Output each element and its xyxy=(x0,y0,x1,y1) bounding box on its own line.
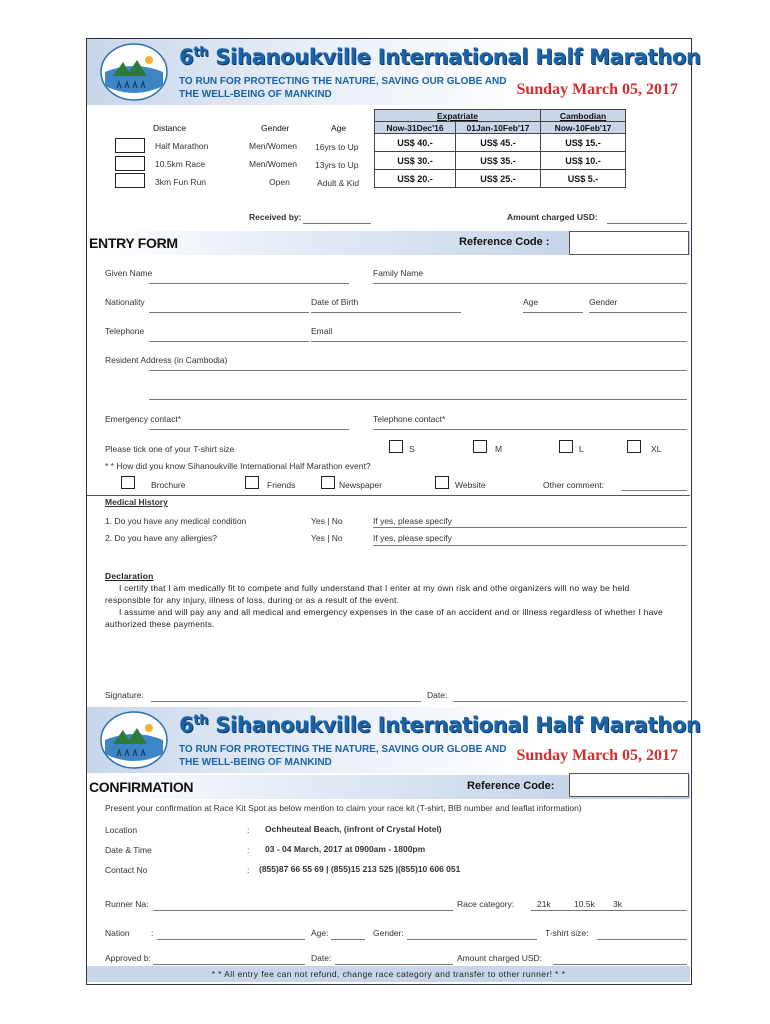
declaration-title: Declaration xyxy=(105,571,154,581)
declaration-paragraph-2: I assume and will pay any and all medical and emergency expenses in the case of an accident and or illness regardless of whether I have authorized these payments. xyxy=(105,607,663,629)
source-newspaper-checkbox[interactable] xyxy=(321,476,335,489)
distance-checkbox-10k[interactable] xyxy=(115,156,145,171)
distance-label: 10.5km Race xyxy=(155,159,206,169)
nation-label: Nation xyxy=(105,928,130,938)
age-label: Age xyxy=(523,297,539,307)
contact-label: Contact No xyxy=(105,865,148,875)
emergency-tel-label: Telephone contact* xyxy=(373,414,446,424)
banner-subtitle: TO RUN FOR PROTECTING THE NATURE, SAVING OUR GLOBE AND THE WELL-BEING OF MANKIND xyxy=(179,76,507,100)
telephone-label: Telephone xyxy=(105,326,145,336)
medical-q2-label: 2. Do you have any allergies? xyxy=(105,533,217,543)
signature-field[interactable] xyxy=(151,701,421,702)
event-logo-icon xyxy=(99,42,169,102)
tshirt-xl-checkbox[interactable] xyxy=(627,440,641,453)
date-time-colon: : xyxy=(247,845,250,855)
col-distance: Distance xyxy=(153,123,187,133)
source-friends-checkbox[interactable] xyxy=(245,476,259,489)
gender-label: Men/Women xyxy=(249,159,298,169)
address-label: Resident Address (in Cambodia) xyxy=(105,355,228,365)
runner-name-label: Runner Na: xyxy=(105,899,149,909)
contact-value: (855)87 66 55 69 | (855)15 213 525 |(855)10 606 051 xyxy=(259,864,461,874)
source-website-label: Website xyxy=(455,480,486,490)
confirmation-title: CONFIRMATION xyxy=(89,779,194,795)
fee-cell: US$ 45.- xyxy=(456,134,541,152)
source-friends-label: Friends xyxy=(267,480,296,490)
declaration-paragraph-1: I certify that I am medically fit to compete and fully understand that I enter at my own risk and othe organizers will no way be held responsible for any injury, illness of loss, during or as a result of the event. xyxy=(105,583,630,605)
fee-cell: US$ 15.- xyxy=(541,134,626,152)
medical-history-title: Medical History xyxy=(105,497,168,507)
race-category-21k: 21k xyxy=(537,899,551,909)
age-label: Age: xyxy=(311,928,329,938)
dob-field[interactable] xyxy=(311,312,461,313)
tshirt-m-checkbox[interactable] xyxy=(473,440,487,453)
address-field-2[interactable] xyxy=(149,399,687,400)
age-label: 16yrs to Up xyxy=(315,142,359,152)
event-banner xyxy=(87,39,701,105)
refund-notice: * * All entry fee can not refund, change race category and transfer to other runner! * * xyxy=(87,966,690,982)
telephone-field[interactable] xyxy=(149,341,309,342)
gender-label: Gender xyxy=(589,297,618,307)
tshirt-l-label: L xyxy=(579,444,584,454)
age-field[interactable] xyxy=(523,312,583,313)
source-brochure-label: Brochure xyxy=(151,480,186,490)
medical-q1-specify-field[interactable] xyxy=(373,527,687,528)
cambodian-header: Cambodian xyxy=(541,110,626,122)
banner-subtitle: TO RUN FOR PROTECTING THE NATURE, SAVING OUR GLOBE AND THE WELL-BEING OF MANKIND xyxy=(179,744,507,768)
received-by-label: Received by: xyxy=(249,212,302,222)
family-name-field[interactable] xyxy=(373,283,687,284)
runner-name-field[interactable] xyxy=(153,910,453,911)
emergency-contact-field[interactable] xyxy=(149,429,349,430)
location-label: Location xyxy=(105,825,138,835)
event-logo-icon xyxy=(99,710,169,770)
nationality-field[interactable] xyxy=(149,312,309,313)
tshirt-xl-label: XL xyxy=(651,444,662,454)
declaration-date-field[interactable] xyxy=(453,701,687,702)
race-category-3k: 3k xyxy=(613,899,622,909)
gender-field[interactable] xyxy=(407,939,537,940)
approved-by-field[interactable] xyxy=(153,964,305,965)
emergency-contact-label: Emergency contact* xyxy=(105,414,182,424)
expatriate-header: Expatriate xyxy=(375,110,541,122)
tshirt-size-label: T-shirt size: xyxy=(545,928,589,938)
tshirt-l-checkbox[interactable] xyxy=(559,440,573,453)
source-website-checkbox[interactable] xyxy=(435,476,449,489)
gender-label: Open xyxy=(269,177,290,187)
address-field-1[interactable] xyxy=(149,370,687,371)
amount-charged-label: Amount charged USD: xyxy=(507,212,598,222)
contact-colon: : xyxy=(247,865,250,875)
approval-date-label: Date: xyxy=(311,953,332,963)
date-time-value: 03 - 04 March, 2017 at 0900am - 1800pm xyxy=(265,844,426,854)
gender-label: Men/Women xyxy=(249,141,298,151)
distance-label: 3km Fun Run xyxy=(155,177,207,187)
age-field[interactable] xyxy=(331,939,365,940)
age-label: 13yrs to Up xyxy=(315,160,359,170)
distance-checkbox-3k[interactable] xyxy=(115,173,145,188)
fee-table xyxy=(374,109,626,188)
nation-colon: : xyxy=(151,928,154,938)
email-label: Email xyxy=(311,326,333,336)
nation-field[interactable] xyxy=(157,939,305,940)
tshirt-m-label: M xyxy=(495,444,503,454)
family-name-label: Family Name xyxy=(373,268,424,278)
given-name-field[interactable] xyxy=(149,283,349,284)
dob-label: Date of Birth xyxy=(311,297,359,307)
approved-by-label: Approved b: xyxy=(105,953,151,963)
location-colon: : xyxy=(247,825,250,835)
banner-date: Sunday March 05, 2017 xyxy=(516,747,678,764)
medical-q2-specify-field[interactable] xyxy=(373,545,687,546)
emergency-tel-field[interactable] xyxy=(373,429,687,430)
date-time-label: Date & Time xyxy=(105,845,152,855)
banner-title: 6th Sihanoukville International Half Marathon xyxy=(179,713,701,737)
medical-q1-yesno: Yes | No xyxy=(311,516,343,526)
distance-label: Half Marathon xyxy=(155,141,209,151)
tshirt-size-field[interactable] xyxy=(597,939,687,940)
tshirt-s-label: S xyxy=(409,444,415,454)
signature-label: Signature: xyxy=(105,690,144,700)
fee-cell: US$ 35.- xyxy=(456,152,541,170)
confirmation-banner xyxy=(87,707,701,773)
source-newspaper-label: Newspaper xyxy=(339,480,382,490)
distance-checkbox-half[interactable] xyxy=(115,138,145,153)
entry-form-title: ENTRY FORM xyxy=(89,235,178,251)
fee-cell: US$ 10.- xyxy=(541,152,626,170)
tshirt-size-label: Please tick one of your T-shirt size xyxy=(105,444,235,454)
period-header: 01Jan-10Feb'17 xyxy=(456,122,541,134)
medical-divider xyxy=(87,495,690,496)
received-by-field[interactable] xyxy=(303,223,371,224)
medical-q2-yesno: Yes | No xyxy=(311,533,343,543)
declaration-date-label: Date: xyxy=(427,690,448,700)
other-comment-field[interactable] xyxy=(621,490,687,491)
location-value: Ochheuteal Beach, (infront of Crystal Hotel) xyxy=(265,824,442,834)
race-category-label: Race category: xyxy=(457,899,515,909)
entry-ref-code-field[interactable] xyxy=(569,231,689,255)
given-name-label: Given Name xyxy=(105,268,153,278)
fee-cell: US$ 30.- xyxy=(375,152,456,170)
nationality-label: Nationality xyxy=(105,297,145,307)
declaration-block xyxy=(105,570,675,630)
confirmation-ref-code-field[interactable] xyxy=(569,773,689,797)
age-label: Adult & Kid xyxy=(317,178,360,188)
race-category-10k: 10.5k xyxy=(574,899,595,909)
source-brochure-checkbox[interactable] xyxy=(121,476,135,489)
approval-date-field[interactable] xyxy=(335,964,453,965)
tshirt-s-checkbox[interactable] xyxy=(389,440,403,453)
period-header: Now-10Feb'17 xyxy=(541,122,626,134)
amount-charged-field[interactable] xyxy=(607,223,687,224)
medical-q1-specify-label: If yes, please specify xyxy=(373,516,452,526)
fee-cell: US$ 20.- xyxy=(375,170,456,188)
amount-charged-label: Amount charged USD: xyxy=(457,953,543,963)
fee-cell: US$ 5.- xyxy=(541,170,626,188)
medical-q2-specify-label: If yes, please specify xyxy=(373,533,452,543)
entry-ref-label: Reference Code : xyxy=(459,236,550,248)
amount-charged-field[interactable] xyxy=(553,964,687,965)
gender-field[interactable] xyxy=(589,312,687,313)
email-field[interactable] xyxy=(311,341,687,342)
fee-cell: US$ 25.- xyxy=(456,170,541,188)
col-age: Age xyxy=(331,123,347,133)
confirmation-intro: Present your confirmation at Race Kit Spot as below mention to claim your race kit (T-shirt, BIB number and leaflat information) xyxy=(105,803,582,813)
other-comment-label: Other comment: xyxy=(543,480,604,490)
confirmation-ref-label: Reference Code: xyxy=(467,780,555,792)
registration-form-page xyxy=(86,38,701,985)
medical-q1-label: 1. Do you have any medical condition xyxy=(105,516,247,526)
race-category-field[interactable] xyxy=(531,910,687,911)
period-header: Now-31Dec'16 xyxy=(375,122,456,134)
how-did-you-know-label: * * How did you know Sihanoukville International Half Marathon event? xyxy=(105,461,371,471)
gender-label: Gender: xyxy=(373,928,404,938)
col-gender: Gender xyxy=(261,123,290,133)
fee-cell: US$ 40.- xyxy=(375,134,456,152)
banner-date: Sunday March 05, 2017 xyxy=(516,81,678,98)
banner-title: 6th Sihanoukville International Half Marathon xyxy=(179,45,701,69)
